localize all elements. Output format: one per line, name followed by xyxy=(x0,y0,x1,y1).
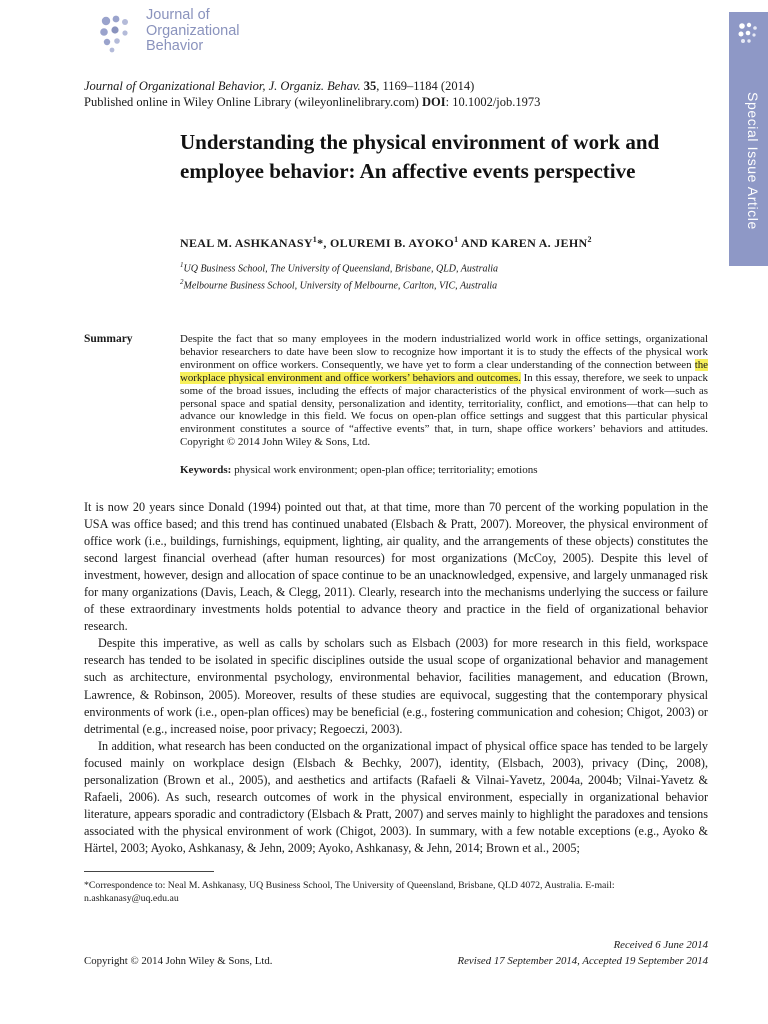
journal-name: Journal of Organizational Behavior, J. Organiz. Behav. xyxy=(84,79,361,93)
keywords xyxy=(180,464,708,477)
side-tab-logo-icon xyxy=(734,20,762,48)
summary-text xyxy=(180,333,708,449)
footnote-divider xyxy=(84,871,214,872)
revised-line: Revised 17 September 2014, Accepted 19 September 2014 xyxy=(457,955,708,967)
author-name: KAREN A. JEHN xyxy=(491,236,588,250)
affiliation-sup: 1 xyxy=(180,261,184,269)
author-name: NEAL M. ASHKANASY xyxy=(180,236,313,250)
volume: 35 xyxy=(363,79,377,93)
highlighted-text[interactable]: the workplace physical environment and office workers’ behaviors and outcomes. xyxy=(180,358,708,384)
keywords-list: physical work environment; open-plan office; territoriality; emotions xyxy=(231,464,538,476)
summary-text-part: Despite the fact that so many employees in the modern industrialized world work in office settings, organizational behavior researchers to date have been slow to recognize how important it is to study the effects of the physical work environment on office workers. Consequently, we have yet to form a clear understanding of the connection between xyxy=(180,333,708,371)
affiliation xyxy=(180,259,720,276)
journal-logo-icon xyxy=(96,12,142,58)
copyright-notice: Copyright © 2014 John Wiley & Sons, Ltd. xyxy=(84,955,273,967)
affiliation-text: Melbourne Business School, University of Melbourne, Carlton, VIC, Australia xyxy=(183,280,498,292)
received-line: Received 6 June 2014 xyxy=(613,939,708,951)
side-tab-label: Special Issue Article xyxy=(745,92,761,230)
logo-line: Journal of xyxy=(146,7,210,23)
journal-logo xyxy=(96,8,276,62)
summary-label: Summary xyxy=(84,333,133,345)
author-sup: 1 xyxy=(454,235,459,244)
author-list xyxy=(180,235,720,251)
citation-line xyxy=(84,78,684,94)
author-sep: *, xyxy=(317,236,331,250)
logo-line: Organizational xyxy=(146,22,240,39)
keywords-label: Keywords: xyxy=(180,464,232,476)
article-title: Understanding the physical environment of work and employee behavior: An affective events perspective xyxy=(180,130,660,183)
article-body xyxy=(84,499,708,857)
affiliations xyxy=(180,259,720,293)
received-dates xyxy=(420,937,708,969)
journal-logo-text xyxy=(146,8,276,55)
affiliation-sup: 2 xyxy=(180,277,184,286)
author-sep: AND xyxy=(458,236,492,250)
affiliation-text: UQ Business School, The University of Queensland, Brisbane, QLD, Australia xyxy=(183,263,499,275)
special-issue-tab xyxy=(729,12,768,266)
logo-line: Behavior xyxy=(146,38,204,54)
journal-citation xyxy=(84,78,684,110)
summary-text-part: In this essay, therefore, we seek to unpack some of the broad issues, including the effects of major characteristics of the physical environment of work—such as personal space and spatial density, personalization and identity, territoriality, conflict, and emotions—that can help to advance our knowledge in this field. We focus on open-plan office settings and suggest that this particular physical environment constitutes a source of “affective events” that, in turn, shape office workers’ behaviors and attitudes. Copyright © 2014 John Wiley & Sons, Ltd. xyxy=(180,371,708,449)
doi-link[interactable]: : 10.1002/job.1973 xyxy=(445,95,541,109)
doi-label: DOI xyxy=(421,95,446,109)
correspondence-footnote: *Correspondence to: Neal M. Ashkanasy, UQ Business School, The University of Queensland, Brisbane, QLD 4072, Australia. E-mail: n.ashkanasy@uq.edu.au xyxy=(84,880,615,904)
published-online: Published online in Wiley Online Library (wileyonlinelibrary.com) xyxy=(84,95,419,109)
author-sup: 1 xyxy=(312,235,318,244)
pages: , 1169–1184 (2014) xyxy=(376,79,475,93)
author-sup: 2 xyxy=(587,235,592,244)
body-paragraph: In addition, what research has been conducted on the organizational impact of physical office space has tended to be largely focused mainly on workplace design (Elsbach & Bechky, 2007), identity, (Elsbach, 2003), privacy (Dinç, 2008), personalization (Brown et al., 2005), and aesthetics and artifacts (Rafaeli & Vilnai-Yavetz, 2004a, 2004b; Vilnai-Yavetz & Rafaeli, 2006). As such, research outcomes of work in the physical environment, especially in organizational behavior literature, appears sporadic and contradictory (Elsbach & Pratt, 2007) and serves mainly to highlight the paradoxes and tensions associated with the physical environment of work (Chigot, 2003). In summary, with a few notable exceptions (e.g., Ayoko & Härtel, 2003; Ayoko, Ashkanasy, & Jehn, 2009; Ayoko, Ashkanasy, & Jehn, 2014; Brown et al., 2005; xyxy=(84,738,708,855)
author-name: OLUREMI B. AYOKO xyxy=(330,236,455,250)
published-line xyxy=(84,94,684,110)
affiliation xyxy=(180,276,720,293)
body-paragraph: It is now 20 years since Donald (1994) pointed out that, at that time, more than 70 percent of the working population in the USA was office based; and this trend has continued unabated (Elsbach & Pratt, 2007). Moreover, the physical environment of office work (i.e., buildings, furnishings, equipment, lighting, air quality, and the arrangements of these objects) constitutes the second largest financial overhead (after human resources) for most organizations (McCoy, 2005). Despite this level of investment, however, design and allocation of space continue to be an unacknowledged, expensive, and largely unmanaged risk for many organizations (Davis, Leach, & Clegg, 2011). Clearly, research into the mechanisms underlying the success or failure of these extraordinary investments holds potential to advance theory and practice in the field of organizational behavior research. xyxy=(84,500,708,634)
body-paragraph: Despite this imperative, as well as calls by scholars such as Elsbach (2003) for more research in this field, workspace research has tended to be isolated in specific disciplines outside the usual scope of organizational behavior and management such as architecture, environmental psychology, environmental behavior, facilities management, and education (Brown, Lawrence, & Robinson, 2005). Moreover, results of these studies are equivocal, suggesting that the contemporary physical environments of work (i.e., open-plan offices) may be beneficial (e.g., fostering communication and cohesion; Chigot, 2003) or detrimental (e.g., increased noise, poor privacy; Regoeczi, 2003). xyxy=(84,636,708,736)
